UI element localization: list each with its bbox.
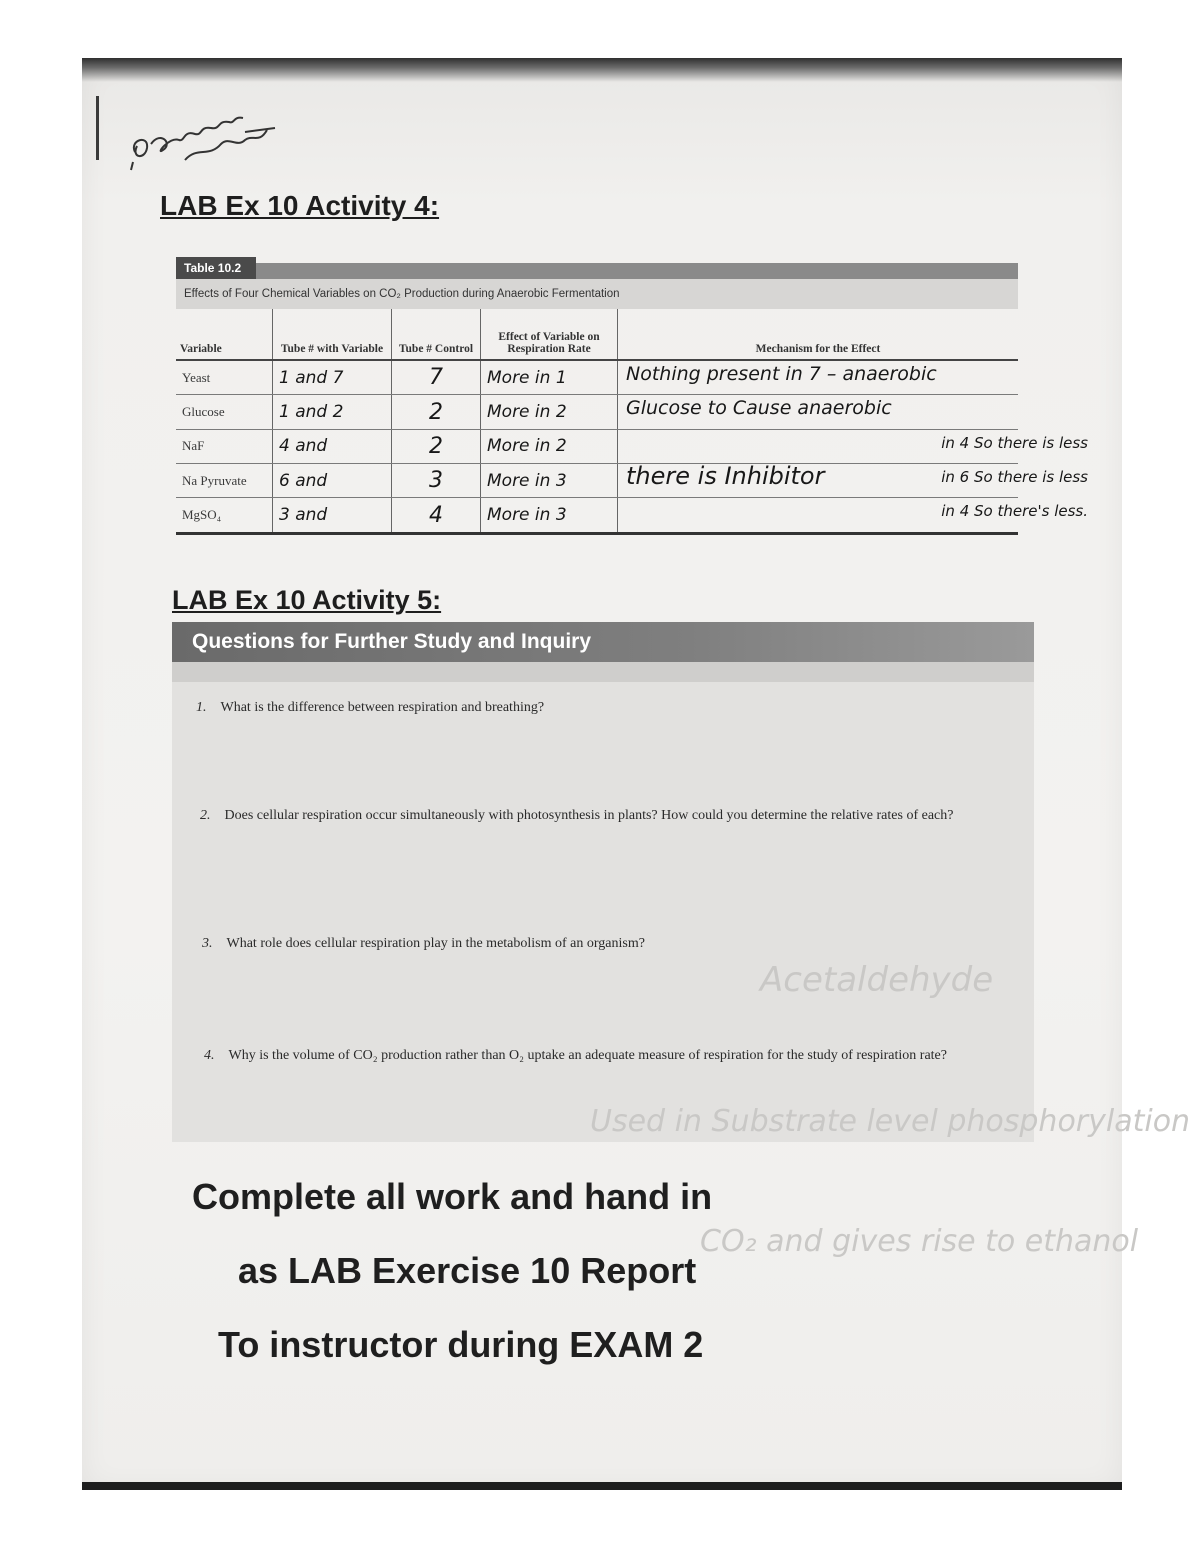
cell-tube-with: 1 and 7 [273,360,392,395]
table-tag: Table 10.2 [176,257,256,279]
page-bottom-edge [82,1482,1122,1490]
cell-control: 2 [392,429,481,463]
question-text: Why is the volume of CO₂ production rather than O₂ uptake an adequate measure of respiration for the study of respiration rate? [228,1048,947,1063]
table-row [176,360,1018,395]
cell-mechanism [618,360,1019,395]
instruction-line-3: To instructor during EXAM 2 [218,1324,704,1365]
cell-control: 4 [392,498,481,534]
mechanism-text: there is Inhibitor [626,462,825,491]
table-row [176,395,1018,429]
activity5-heading: LAB Ex 10 Activity 5: [172,585,442,615]
cell-variable: Na Pyruvate [176,464,273,498]
question-number: 2. [200,808,211,823]
question-4 [204,1048,947,1064]
instruction-line-1: Complete all work and hand in [192,1176,713,1217]
questions-box-title: Questions for Further Study and Inquiry [172,622,1034,662]
table-row [176,498,1018,534]
cell-variable: MgSO₄ [176,498,273,534]
cell-effect: More in 3 [481,464,618,498]
mechanism-text: Nothing present in 7 – anaerobic [626,363,937,385]
col-header-variable: Variable [176,309,273,360]
mechanism-note: in 4 So there's less. [941,502,1088,521]
table-row [176,464,1018,498]
cell-tube-with: 1 and 2 [273,395,392,429]
cell-tube-with: 6 and [273,464,392,498]
col-header-tube-with-variable: Tube # with Variable [273,309,392,360]
cell-tube-with: 4 and [273,429,392,463]
cell-tube-with: 3 and [273,498,392,534]
cell-mechanism [618,429,1088,463]
cell-variable: Glucose [176,395,273,429]
page-top-shadow [82,58,1122,82]
mechanism-note: in 6 So there is less [941,468,1088,487]
activity4-heading: LAB Ex 10 Activity 4: [160,190,440,221]
col-header-tube-control: Tube # Control [392,309,481,360]
col-header-effect: Effect of Variable on Respiration Rate [481,309,618,360]
bleed-through-text: CO₂ and gives rise to ethanol [700,1224,1139,1259]
results-table [176,309,1088,535]
cell-mechanism [618,462,1088,498]
question-2 [200,808,953,824]
question-text: What is the difference between respiration and breathing? [220,700,545,715]
cell-mechanism [618,498,1088,534]
mechanism-note: in 4 So there is less [941,433,1088,452]
question-text: Does cellular respiration occur simultaneously with photosynthesis in plants? How could you determine the relative rates of each? [224,808,954,823]
question-3 [202,936,645,952]
cell-effect: More in 2 [481,429,618,463]
cell-effect: More in 1 [481,360,618,395]
table-caption: Effects of Four Chemical Variables on CO₂ Production during Anaerobic Fermentation [176,279,1018,309]
instruction-line-2: as LAB Exercise 10 Report [238,1250,697,1291]
handwritten-signature [125,100,285,180]
question-number: 3. [202,936,213,951]
question-text: What role does cellular respiration play in the metabolism of an organism? [226,936,645,951]
table-header-bar [256,263,1018,279]
table-row [176,429,1018,463]
cell-control: 3 [392,464,481,498]
question-number: 1. [196,700,207,715]
cell-control: 2 [392,395,481,429]
page-left-mark [96,96,99,160]
question-number: 4. [204,1048,215,1063]
questions-box-strip [172,662,1034,682]
bleed-through-text: Used in Substrate level phosphorylation [590,1104,1191,1139]
cell-variable: NaF [176,429,273,463]
bleed-through-text: Acetaldehyde [760,960,994,1000]
cell-variable: Yeast [176,360,273,395]
cell-effect: More in 2 [481,395,618,429]
question-1 [196,700,544,716]
col-header-mechanism: Mechanism for the Effect [618,309,1019,360]
cell-effect: More in 3 [481,498,618,534]
cell-mechanism [618,395,1019,429]
cell-control: 7 [392,360,481,395]
mechanism-text: Glucose to Cause anaerobic [626,397,892,420]
